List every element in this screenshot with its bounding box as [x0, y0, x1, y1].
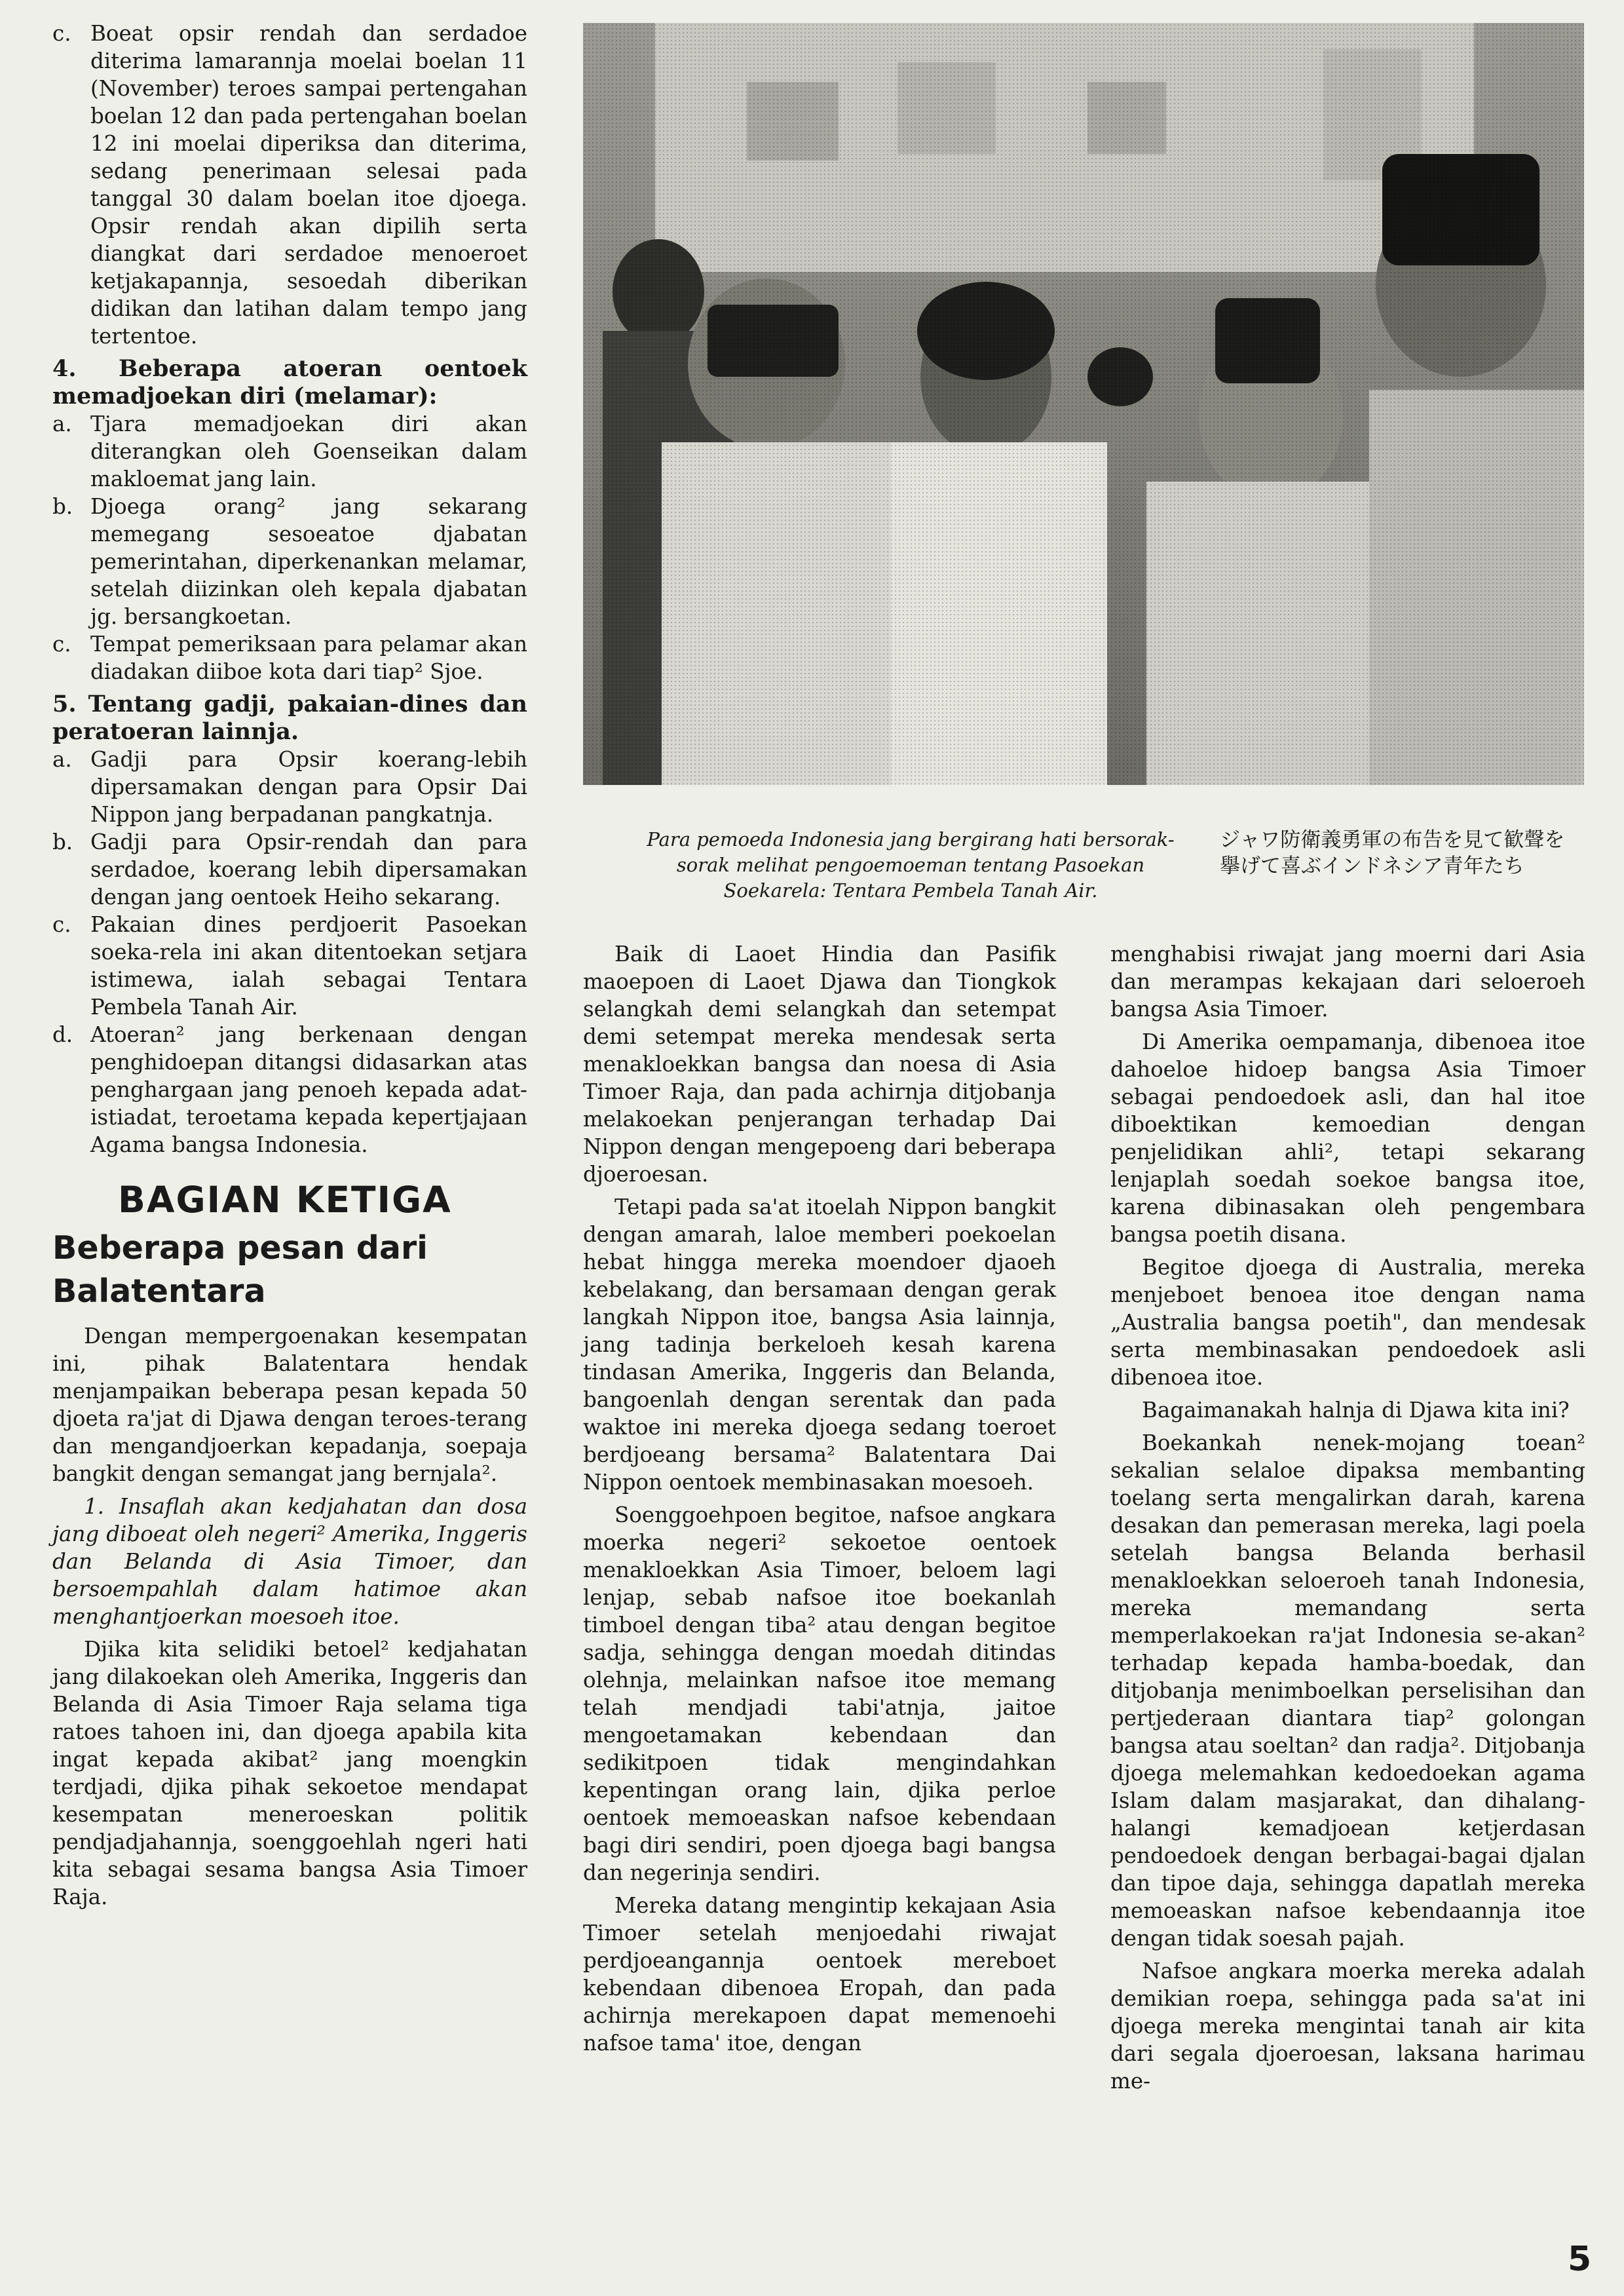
item-label: c.	[52, 21, 71, 46]
list-item	[52, 1021, 527, 1158]
photo-caption-japanese: ジャワ防衛義勇軍の布告を見て歓聲を擧げて喜ぶインドネシア青年たち	[1220, 828, 1565, 878]
item-label: b.	[52, 830, 73, 854]
paragraph: Soenggoehpoen begitoe, nafsoe angkara moerka negeri² sekoetoe oentoek menakloekkan Asia Timoer, beloem lagi lenjap, sebab nafsoe itoe boekanlah timboel dengan tiba² atau dengan begitoe sadja, sehingga dengan moedah ditindas olehnja, melainkan nafsoe itoe memang telah mendjadi tabi'atnja, jaitoe mengoetamakan kebendaan dan sedikitpoen tidak mengindahkan kepentingan orang lain, djika perloe oentoek memoeaskan nafsoe kebendaan bagi diri sendiri, poen djoega bagi bangsa dan negerinja sendiri.	[583, 1502, 1056, 1885]
right-column	[1110, 940, 1585, 2100]
item-label: d.	[52, 1022, 73, 1047]
list-item	[52, 828, 527, 911]
list-item	[52, 746, 527, 828]
paragraph: Bagaimanakah halnja di Djawa kita ini?	[1142, 1398, 1570, 1423]
item-text: Gadji para Opsir-rendah dan para serdadoe, koerang lebih dipersamakan dengan jang oentoek Heiho sekarang.	[90, 830, 527, 909]
item-label: a.	[52, 747, 72, 772]
item-text: Gadji para Opsir koerang-lebih dipersamakan dengan para Opsir Dai Nippon jang berpadanan pangkatnja.	[90, 747, 527, 827]
halftone-photo	[583, 23, 1584, 785]
photo-caption: Para pemoeda Indonesia jang bergirang hati bersorak-sorak melihat pengoemoeman tentang Pasoekan Soekarela: Tentara Pembela Tanah Air.	[647, 828, 1175, 902]
paragraph: menghabisi riwajat jang moerni dari Asia dan merampas kekajaan dari seloeroeh bangsa Asia Timoer.	[1110, 942, 1585, 1022]
item-text: Tempat pemeriksaan para pelamar akan diadakan diiboe kota dari tiap² Sjoe.	[90, 632, 527, 684]
item-label: c.	[52, 912, 71, 937]
paragraph: Di Amerika oempamanja, dibenoea itoe dahoeloe hidoep bangsa Asia Timoer sebagai pendoedoek asli, dan hal itoe diboektikan kemoedian dengan penjelidikan ahli², tetapi sekarang lenjaplah soedah soekoe bangsa itoe, karena dibinasakan oleh pengembara bangsa poetih disana.	[1110, 1029, 1585, 1247]
list-item	[52, 410, 527, 493]
list-item	[52, 630, 527, 685]
part-subheading: Beberapa pesan dari Balatentara	[52, 1229, 428, 1310]
crowd-photo-image	[583, 23, 1584, 785]
list-item	[52, 20, 527, 350]
section-4-heading: 4. Beberapa atoeran oentoek memadjoekan diri (melamar):	[52, 355, 527, 410]
italic-paragraph: 1. Insaflah akan kedjahatan dan dosa jang diboeat oleh negeri² Amerika, Inggeris dan Belanda di Asia Timoer, dan bersoempahlah dalam hatimoe akan menghantjoerkan moesoeh itoe.	[52, 1494, 527, 1629]
page-number: 5	[1568, 2240, 1592, 2279]
item-text: Pakaian dines perdjoerit Pasoekan soeka-rela ini akan ditentoekan setjara istimewa, ialah sebagai Tentara Pembela Tanah Air.	[90, 912, 527, 1020]
paragraph: Mereka datang mengintip kekajaan Asia Timoer setelah menjoedahi riwajat perdjoeangannja oentoek mereboet kebendaan dibenoea Eropah, dan pada achirnja merekapoen dapat memenoehi nafsoe tama' itoe, dengan	[583, 1893, 1056, 2056]
part-heading: BAGIAN KETIGA	[118, 1179, 452, 1221]
paragraph: Dengan mempergoenakan kesempatan ini, pihak Balatentara hendak menjampaikan beberapa pesan kepada 50 djoeta ra'jat di Djawa dengan teroes-terang dan mengandjoerkan kepadanja, soepaja bangkit dengan semangat jang bernjala².	[52, 1324, 527, 1486]
middle-column	[583, 940, 1056, 2062]
item-label: b.	[52, 494, 73, 519]
paragraph: Boekankah nenek-mojang toean² sekalian selaloe dipaksa membanting toelang serta mengalirkan darah, karena desakan dan pemerasan mereka, lagi poela setelah bangsa Belanda berhasil menakloekkan seloeroeh tanah Indonesia, mereka memandang serta memperlakoekan ra'jat Indonesia se-akan² terhadap kepada hamba-boedak, dan ditjobanja menimboelkan perselisihan dan pertjederaan diantara tiap² golongan bangsa atau soeltan² dan radja². Ditjobanja djoega melemahkan kedoedoekan agama Islam dalam masjarakat, dan dihalang-halangi kemadjoean ketjerdasan pendoedoek dengan berbagai-bagai djalan dan tipoe daja, sehingga dapatlah mereka memoeaskan nafsoe kebendaannja itoe dengan tidak soesah pajah.	[1110, 1430, 1585, 1951]
paragraph: Tetapi pada sa'at itoelah Nippon bangkit dengan amarah, laloe memberi poekoelan hebat hingga mereka moendoer djaoeh kebelakang, dan bersamaan dengan gerak langkah Nippon itoe, bangsa Asia lainnja, jang tadinja berkeloeh kesah karena tindasan Amerika, Inggeris dan Belanda, bangoenlah dengan serentak dan pada waktoe ini mereka djoega sedang toeroet berdjoeang bersama² Balatentara Dai Nippon oentoek membinasakan moesoeh.	[583, 1195, 1056, 1495]
paragraph: Baik di Laoet Hindia dan Pasifik maoepoen di Laoet Djawa dan Tiongkok selangkah demi selangkah dan setempat demi setempat mereka mendesak serta menakloekkan bangsa dan noesa di Asia Timoer Raja, dan pada achirnja ditjobanja melakoekan penjerangan terhadap Dai Nippon dengan mengepoeng dari beberapa djoeroesan.	[583, 942, 1056, 1187]
list-item	[52, 911, 527, 1021]
section-4-list	[52, 410, 527, 685]
item-text: Atoeran² jang berkenaan dengan penghidoepan ditangsi didasarkan atas penghargaan jang penoeh kepada adat-istiadat, teroetama kepada kepertjajaan Agama bangsa Indonesia.	[90, 1022, 527, 1157]
item-text: Boeat opsir rendah dan serdadoe diterima lamarannja moelai boelan 11 (November) teroes sampai pertengahan boelan 12 dan pada pertengahan boelan 12 ini moelai diperiksa dan diterima, sedang penerimaan selesai pada tanggal 30 dalam boelan itoe djoega. Opsir rendah akan dipilih serta diangkat dari serdadoe menoeroet ketjakapannja, sesoedah diberikan didikan dan latihan dalam tempo jang tertentoe.	[90, 21, 527, 349]
section-5-heading: 5. Tentang gadji, pakaian-dines dan peratoeran lainnja.	[52, 691, 527, 745]
item-label: a.	[52, 411, 72, 436]
item-text: Djoega orang² jang sekarang memegang sesoeatoe djabatan pemerintahan, diperkenankan melamar, setelah diizinkan oleh kepala djabatan jg. bersangkoetan.	[90, 494, 527, 629]
paragraph: Nafsoe angkara moerka mereka adalah demikian roepa, sehingga pada sa'at ini djoega mereka mengintai tanah air kita dari segala djoeroesan, laksana harimau me-	[1110, 1959, 1585, 2094]
section-5-list	[52, 746, 527, 1158]
paragraph: Begitoe djoega di Australia, mereka menjeboet benoea itoe dengan nama „Australia bangsa poetih", dan mendesak serta membinasakan pendoedoek asli dibenoea itoe.	[1110, 1255, 1585, 1390]
item-label: c.	[52, 632, 71, 657]
paragraph: Djika kita selidiki betoel² kedjahatan jang dilakoekan oleh Amerika, Inggeris dan Belanda di Asia Timoer Raja selama tiga ratoes tahoen ini, dan djoega apabila kita ingat kepada akibat² jang moengkin terdjadi, djika pihak sekoetoe mendapat kesempatan meneroeskan politik pendjadjahannja, soenggoehlah ngeri hati kita sebagai sesama bangsa Asia Timoer Raja.	[52, 1637, 527, 1909]
left-column	[52, 20, 527, 1916]
item-text: Tjara memadjoekan diri akan diterangkan oleh Goenseikan dalam makloemat jang lain.	[90, 411, 527, 491]
list-item	[52, 493, 527, 630]
